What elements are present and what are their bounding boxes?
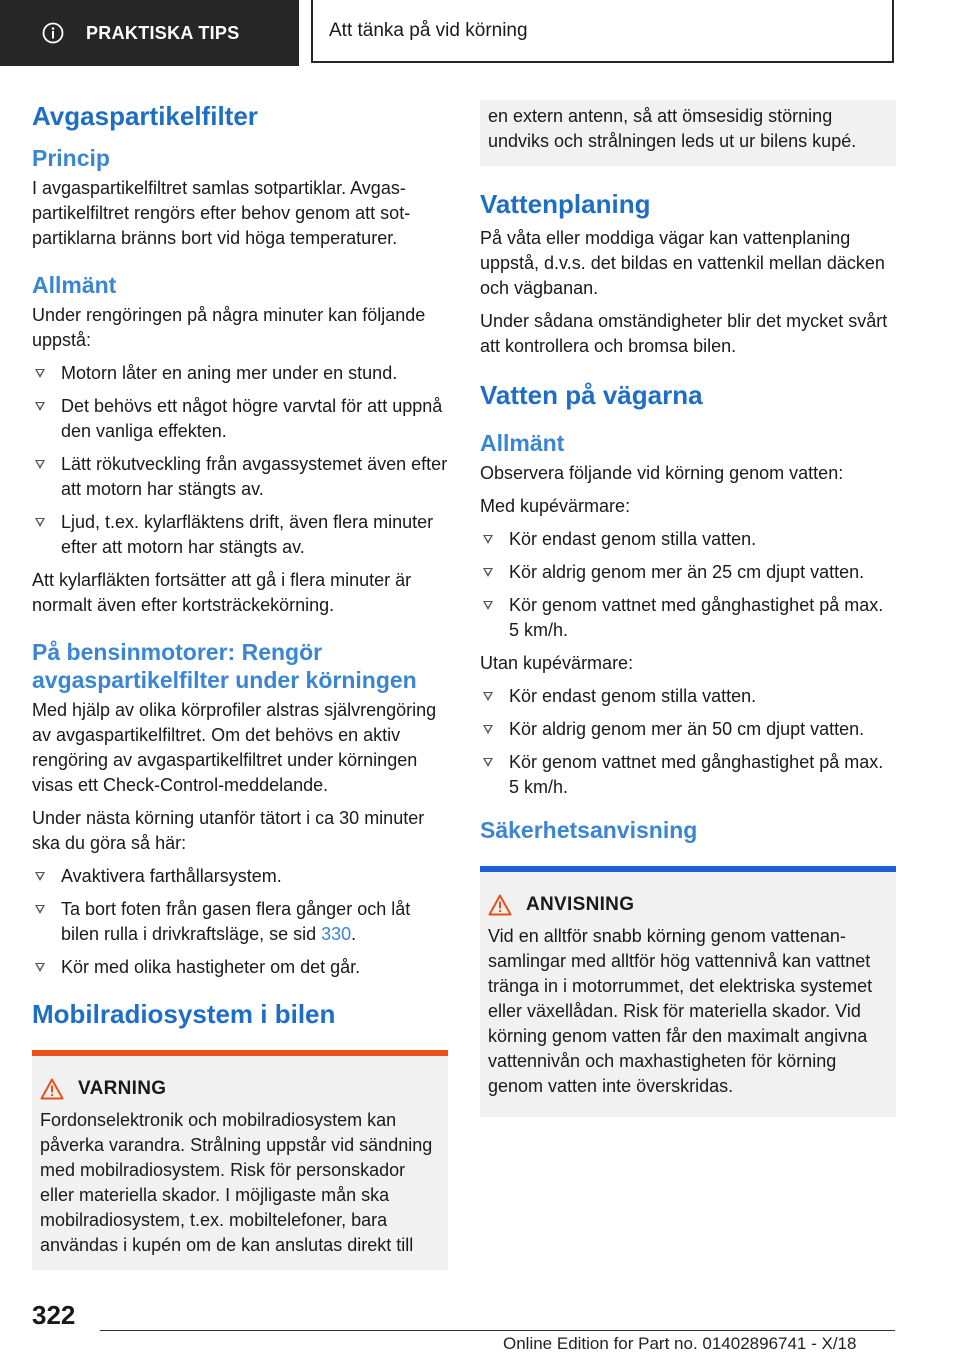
heading-bensinmotorer: På bensinmotorer: Rengör avgaspartikelfilter under körningen — [32, 639, 417, 693]
section-header — [311, 0, 894, 63]
chapter-tab[interactable] — [0, 0, 299, 66]
list-item: Motorn låter en aning mer under en stund. — [32, 361, 448, 386]
paragraph-allmant: Under rengöringen på några minuter kan följande uppstå: — [32, 305, 426, 350]
warning-triangle-icon — [40, 1078, 64, 1100]
paragraph-princip: I avgaspartikelfiltret samlas sotpartiklar. Avgaspartikelfiltret rengörs efter behov genom att sotpartiklarna bränns bort vid höga temperaturer. — [32, 178, 411, 248]
section-title: Att tänka på vid körning — [329, 19, 528, 41]
edition-text: Online Edition for Part no. 01402896741 - X/18 — [503, 1334, 857, 1353]
list-item: Kör genom vattnet med gånghastighet på max. 5 km/h. — [480, 750, 896, 800]
heading-mobilradiosystem: Mobilradiosystem i bilen — [32, 999, 336, 1029]
heading-princip: Princip — [32, 145, 110, 171]
triangle-bullet-icon — [35, 963, 45, 972]
paragraph-vattenplaning-2: Under sådana omständigheter blir det mycket svårt att kontrollera och bromsa bilen. — [480, 311, 888, 356]
triangle-bullet-icon — [35, 872, 45, 881]
triangle-bullet-icon — [35, 402, 45, 411]
paragraph-bensin-2: Under nästa körning utanför tätort i ca 30 minuter ska du göra så här: — [32, 808, 425, 853]
list-item: Kör genom vattnet med gånghastighet på max. 5 km/h. — [480, 593, 896, 643]
heading-vattenplaning: Vattenplaning — [480, 189, 651, 219]
paragraph-vattenplaning-1: På våta eller moddiga vägar kan vattenplaning uppstå, d.v.s. det bildas en vattenkil mellan däcken och vägbanan. — [480, 228, 885, 298]
warning-text: Fordonselektronik och mobilradiosystem kan påverka varandra. Strålning uppstår vid sändning med mobilradiosystem. Risk för personskador eller materiella skador. I möjligaste mån ska mobilradiosystem, t.ex. mobiltelefoner, bara användas i kupén om de kan anslutas direkt till — [40, 1110, 433, 1255]
page-number: 322 — [32, 1300, 76, 1330]
note-header — [480, 872, 896, 916]
list-item: Kör med olika hastigheter om det går. — [32, 955, 448, 980]
note-box — [480, 866, 896, 1117]
paragraph-bensin-1: Med hjälp av olika körprofiler alstras självrengöring av avgaspartikelfiltret. Om det behövs en aktiv rengöring av avgaspartikelfiltret under körningen visas ett Check-Control-meddelande. — [32, 700, 437, 795]
warning-title: VARNING — [78, 1078, 167, 1099]
heading-allmant-2: Allmänt — [480, 430, 565, 456]
triangle-bullet-icon — [35, 460, 45, 469]
triangle-bullet-icon — [35, 905, 45, 914]
warning-header — [32, 1056, 448, 1100]
note-title: ANVISNING — [526, 894, 635, 915]
list-item: Avaktivera farthållarsystem. — [32, 864, 448, 889]
heading-sakerhetsanvisning: Säkerhetsanvisning — [480, 817, 698, 843]
list-cleaning-steps — [32, 864, 448, 980]
paragraph-med-kupevarmare: Med kupévärmare: — [480, 496, 631, 516]
triangle-bullet-icon — [483, 758, 493, 767]
heading-allmant: Allmänt — [32, 272, 117, 298]
warning-continuation-text: en extern antenn, så att ömsesidig störning undviks och strålningen leds ut ur bilens kupé. — [488, 106, 857, 151]
list-item: Ljud, t.ex. kylarfläktens drift, även flera minuter efter att motorn har stängts av. — [32, 510, 448, 560]
list-item: Kör endast genom stilla vatten. — [480, 527, 896, 552]
page-reference-link[interactable]: 330 — [321, 924, 352, 944]
list-item: Det behövs ett något högre varvtal för att uppnå den vanliga effekten. — [32, 394, 448, 444]
warning-continuation — [480, 100, 896, 166]
list-cleaning-effects — [32, 361, 448, 560]
paragraph-utan-kupevarmare: Utan kupévärmare: — [480, 653, 634, 673]
triangle-bullet-icon — [483, 692, 493, 701]
list-item: Kör endast genom stilla vatten. — [480, 684, 896, 709]
warning-triangle-icon — [488, 894, 512, 916]
heading-avgaspartikelfilter: Avgaspartikelfilter — [32, 101, 258, 131]
paragraph-kylarflakt: Att kylarfläkten fortsätter att gå i flera minuter är normalt även efter kortsträckekörning. — [32, 570, 412, 615]
triangle-bullet-icon — [483, 568, 493, 577]
triangle-bullet-icon — [483, 601, 493, 610]
info-icon — [42, 22, 64, 44]
list-item: Kör aldrig genom mer än 50 cm djupt vatten. — [480, 717, 896, 742]
list-item: Kör aldrig genom mer än 25 cm djupt vatten. — [480, 560, 896, 585]
page-header — [0, 0, 960, 66]
triangle-bullet-icon — [483, 725, 493, 734]
list-with-heater — [480, 527, 896, 643]
list-without-heater — [480, 684, 896, 800]
list-item: Lätt rökutveckling från avgassystemet även efter att motorn har stängts av. — [32, 452, 448, 502]
right-column — [480, 100, 896, 1117]
list-item: Ta bort foten från gasen flera gånger och låt bilen rulla i drivkraftsläge, se sid 330. — [32, 897, 448, 947]
triangle-bullet-icon — [35, 369, 45, 378]
chapter-label: PRAKTISKA TIPS — [86, 22, 240, 43]
triangle-bullet-icon — [483, 535, 493, 544]
left-column — [32, 100, 448, 1270]
triangle-bullet-icon — [35, 518, 45, 527]
footer-divider — [100, 1330, 895, 1331]
warning-box — [32, 1050, 448, 1270]
heading-vatten-pa-vagarna: Vatten på vägarna — [480, 380, 703, 410]
note-text: Vid en alltför snabb körning genom vattenansamlingar med alltför hög vattennivå kan vattnet tränga in i motorrummet, det elektriska systemet eller växellådan. Risk för materiella skador. Vid körning genom vatten får den maximalt angivna vattennivån och maxhastigheten för körning genom vatten inte överskridas. — [488, 926, 873, 1096]
paragraph-observera: Observera följande vid körning genom vatten: — [480, 463, 844, 483]
